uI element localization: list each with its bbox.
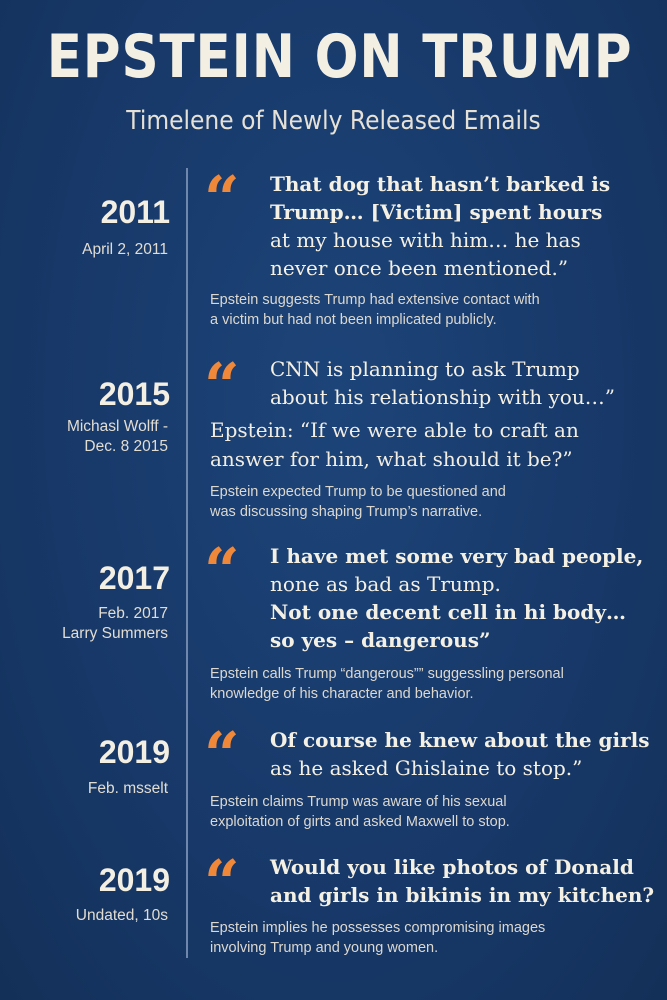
entry-year: 2019 [98, 734, 170, 770]
entry-quote: Would you like photos of Donald and girls in bikinis in my kitchen? [270, 855, 655, 907]
entry-date: Michasl Wolff - Dec. 8 2015 [66, 418, 168, 455]
entry-description: Epstein expected Trump to be questioned and was discussing shaping Trump’s narrative. [210, 484, 506, 520]
entry-date: Feb. msselt [87, 780, 168, 797]
entry-date: Undated, 10s [75, 907, 168, 924]
quote-icon: “ [204, 349, 240, 422]
entry-quote: That dog that hasn’t barked is Trump… [Victim] spent hours at my house with him… he has never once been mentioned.” [270, 172, 611, 280]
quote-icon: “ [204, 534, 240, 607]
timeline-divider [186, 168, 188, 958]
page-title: EPSTEIN ON TRUMP [46, 22, 633, 92]
entry-quote: CNN is planning to ask Trump about his relationship with you…” [270, 357, 615, 409]
page-subtitle: Timelene of Newly Released Emails [126, 106, 541, 136]
entry-quote: Of course he knew about the girls as he asked Ghislaine to stop.” [270, 728, 650, 780]
entry-date: Feb. 2017 Larry Summers [62, 605, 168, 642]
entry-description: Epstein suggests Trump had extensive contact with a victim but had not been implicated publicly. [210, 292, 540, 328]
quote-icon: “ [204, 162, 240, 235]
entry-year: 2019 [98, 862, 170, 898]
entry-year: 2017 [98, 560, 170, 596]
entry-description: Epstein calls Trump “dangerous”” suggessling personal knowledge of his character and behavior. [210, 666, 564, 702]
entry-year: 2015 [98, 376, 170, 412]
entry-response: Epstein: “If we were able to craft an answer for him, what should it be?” [210, 418, 579, 471]
entry-description: Epstein implies he possesses compromising images involving Trump and young women. [210, 920, 546, 956]
quote-icon: “ [204, 846, 240, 919]
entry-quote: I have met some very bad people, none as bad as Trump. Not one decent cell in hi body… so yes – dangerous” [270, 544, 644, 652]
entry-description: Epstein claims Trump was aware of his sexual exploitation of girts and asked Maxwell to stop. [210, 794, 510, 830]
entry-year: 2011 [100, 194, 170, 230]
entry-date: April 2, 2011 [82, 241, 168, 258]
quote-icon: “ [204, 718, 240, 791]
